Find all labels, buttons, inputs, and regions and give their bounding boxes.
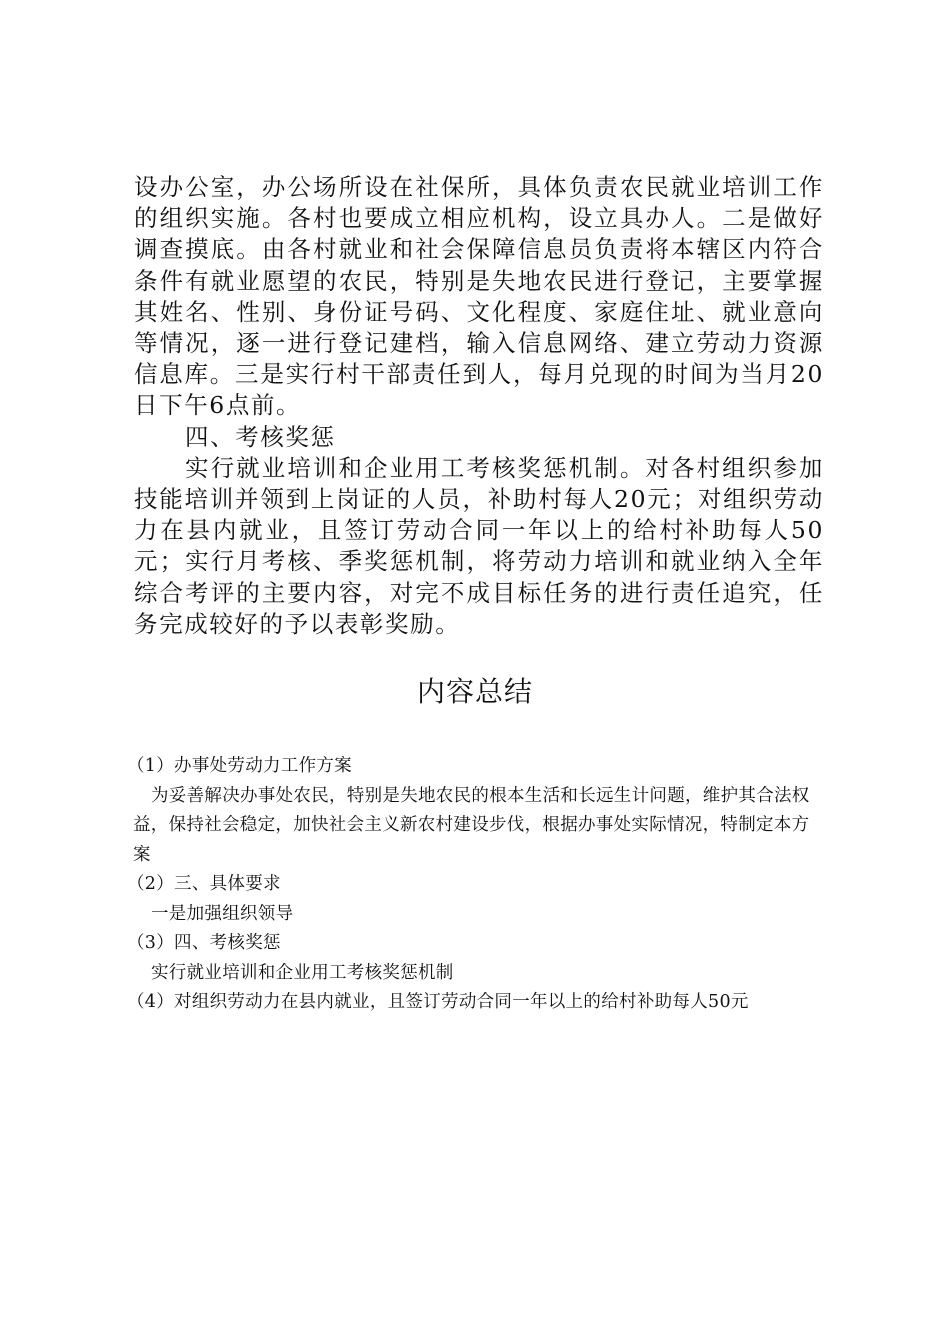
summary-item-body: 实行就业培训和企业用工考核奖惩机制 xyxy=(151,962,454,983)
summary-item-body: 为妥善解决办事处农民，特别是失地农民的根本生活和长远生计问题，维护其合法权益，保持社会稳定，加快社会主义新农村建设步伐，根据办事处实际情况，特制定本方案 xyxy=(133,785,810,865)
summary-item-body: 一是加强组织领导 xyxy=(151,903,294,924)
summary-title: 内容总结 xyxy=(416,675,533,708)
summary-item-heading: （4）对组织劳动力在县内就业，且签订劳动合同一年以上的给村补助每人50元 xyxy=(127,992,749,1012)
summary-item-heading: （2）三、具体要求 xyxy=(127,874,281,894)
summary-item-heading: （3）四、考核奖惩 xyxy=(127,933,281,953)
body-paragraph: 实行就业培训和企业用工考核奖惩机制。对各村组织参加技能培训并领到上岗证的人员，补助村每人20元；对组织劳动力在县内就业，且签订劳动合同一年以上的给村补助每人50元；实行月考核、季奖惩机制，将劳动力培训和就业纳入全年综合考评的主要内容，对完不成目标任务的进行责任追究，任务完成较好的予以表彰奖励。 xyxy=(134,453,824,638)
section-heading: 四、考核奖惩 xyxy=(185,422,336,451)
body-paragraph: 设办公室，办公场所设在社保所，具体负责农民就业培训工作的组织实施。各村也要成立相应机构，设立具办人。二是做好调查摸底。由各村就业和社会保障信息员负责将本辖区内符合条件有就业愿望的农民，特别是失地农民进行登记，主要掌握其姓名、性别、身份证号码、文化程度、家庭住址、就业意向等情况，逐一进行登记建档，输入信息网络、建立劳动力资源信息库。三是实行村干部责任到人，每月兑现的时间为当月20日下午6点前。 xyxy=(134,173,824,420)
summary-list xyxy=(127,752,817,1018)
summary-item-heading: （1）办事处劳动力工作方案 xyxy=(127,756,353,776)
document-body xyxy=(134,172,824,640)
